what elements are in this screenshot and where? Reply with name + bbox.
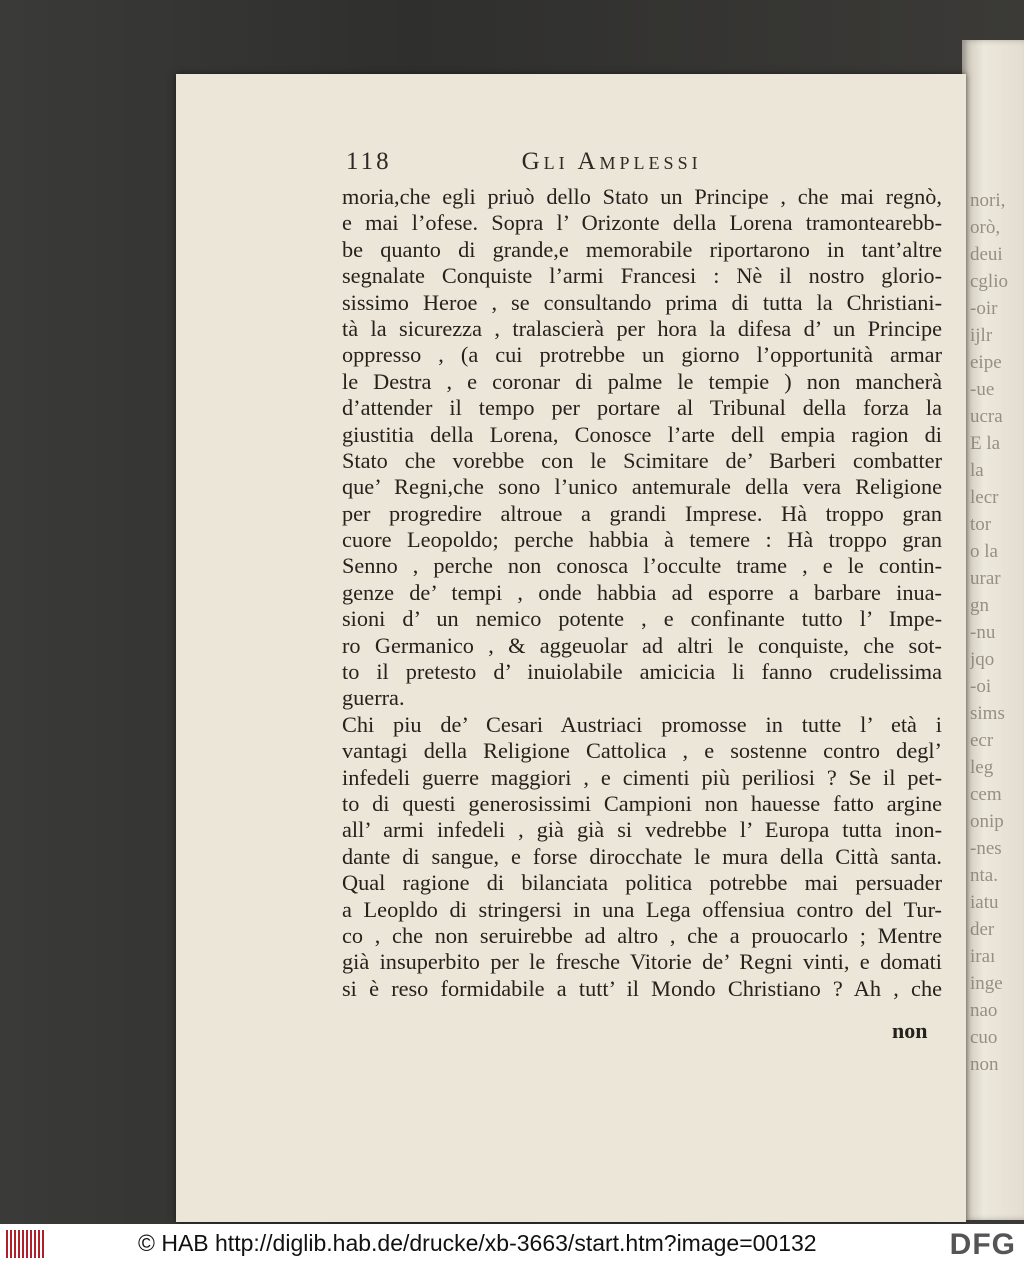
facing-page-fragment: non	[970, 1054, 999, 1075]
text-line: d’attender il tempo per portare al Tribunal della forza la	[342, 395, 942, 421]
text-line: le Destra , e coronar di palme le tempie ) non mancherà	[342, 368, 942, 394]
facing-page-fragment: -ue	[970, 379, 995, 400]
footer-citation: © HAB http://diglib.hab.de/drucke/xb-3663/start.htm?image=00132	[138, 1230, 817, 1256]
facing-page-fragment: eipe	[970, 352, 1002, 373]
text-line: ro Germanico , & aggeuolar ad altri le conquiste, che sot-	[342, 632, 942, 658]
facing-page-fragment: -oi	[970, 676, 992, 697]
facing-page-fragment: onip	[970, 811, 1004, 832]
text-line: oppresso , (a cui protrebbe un giorno l’opportunità armar	[342, 342, 942, 368]
text-line: Stato che vorebbe con le Scimitare de’ Barberi combatter	[342, 447, 942, 473]
facing-page-fragment: la	[970, 460, 984, 481]
facing-page-fragment: cglio	[970, 271, 1008, 292]
facing-page-fragment: cuo	[970, 1027, 998, 1048]
text-line: si è reso formidabile a tutt’ il Mondo Christiano ? Ah , che	[342, 975, 942, 1001]
facing-page-fragment: urar	[970, 568, 1001, 589]
catchword: non	[892, 1018, 928, 1043]
facing-page-fragment: -nes	[970, 838, 1002, 859]
text-line: guerra.	[342, 685, 405, 711]
text-line: per progredire altroue a grandi Imprese. Hà troppo gran	[342, 500, 942, 526]
facing-page-fragment: der	[970, 919, 995, 940]
facing-page-fragment: iraı	[970, 946, 996, 967]
text-line: segnalate Conquiste l’armi Francesi : Nè il nostro glorio-	[342, 263, 942, 289]
footer-bar	[0, 1224, 1024, 1264]
facing-page-fragment: ucra	[970, 406, 1003, 427]
facing-page-fragment: gn	[970, 595, 989, 616]
text-line: sioni d’ un nemico potente , e confinante tutto l’ Impe-	[342, 606, 942, 632]
text-line: vantagi della Religione Cattolica , e sostenne contro degl’	[342, 738, 942, 764]
text-line: que’ Regni,che sono l’unico antemurale della vera Religione	[342, 474, 942, 500]
text-line: a Leopldo di stringersi in una Lega offensiua contro del Tur-	[342, 896, 942, 922]
facing-page-fragment: orò,	[970, 217, 1001, 238]
hab-barcode-logo-icon	[6, 1230, 46, 1258]
text-line: to il pretesto d’ inuiolabile amicicia li fanno crudelissima	[342, 659, 942, 685]
text-line: dante di sangue, e forse dirocchate le mura della Città santa.	[342, 843, 942, 869]
facing-page-fragment: sims	[970, 703, 1005, 724]
facing-page-fragment: lecr	[970, 487, 999, 508]
text-line: già insuperbito per le fresche Vitorie de’ Regni vinti, e domati	[342, 949, 942, 975]
facing-page-fragment: ijlr	[970, 325, 993, 346]
facing-page-fragment: E la	[970, 433, 1001, 454]
dfg-logo: DFG	[949, 1228, 1016, 1261]
facing-page-edge	[962, 40, 1024, 1220]
text-line: e mai l’ofese. Sopra l’ Orizonte della Lorena tramontearebb-	[342, 210, 942, 236]
text-line: sissimo Heroe , se consultando prima di tutta la Christiani-	[342, 289, 942, 315]
facing-page-fragment: cem	[970, 784, 1002, 805]
page-header	[346, 148, 766, 180]
facing-page-fragment: -oir	[970, 298, 998, 319]
facing-page-fragment: nori,	[970, 190, 1006, 211]
facing-page-fragment: iatu	[970, 892, 999, 913]
facing-page-fragment: tor	[970, 514, 992, 535]
text-line: co , che non seruirebbe ad altro , che a prouocarlo ; Mentre	[342, 922, 942, 948]
text-line: giustitia della Lorena, Conosce l’arte dell empia ragion di	[342, 421, 942, 447]
text-line: be quanto di grande,e memorabile riportarono in tant’altre	[342, 236, 942, 262]
text-line: Qual ragione di bilanciata politica potrebbe mai persuader	[342, 870, 942, 896]
facing-page-fragment: ecr	[970, 730, 994, 751]
text-line: genze de’ tempi , onde habbia ad esporre a barbare inua-	[342, 579, 942, 605]
text-line: cuore Leopoldo; perche habbia à temere : Hà troppo gran	[342, 527, 942, 553]
page-number: 118	[346, 148, 392, 175]
facing-page-fragment: -nu	[970, 622, 996, 643]
book-page	[176, 74, 966, 1222]
facing-page-fragment: leg	[970, 757, 994, 778]
text-line: to di questi generosissimi Campioni non hauesse fatto argine	[342, 790, 942, 816]
facing-page-fragment: jqo	[970, 649, 995, 670]
text-line: infedeli guerre maggiori , e cimenti più periliosi ? Se il pet-	[342, 764, 942, 790]
text-line: all’ armi infedeli , già già si vedrebbe l’ Europa tutta inon-	[342, 817, 942, 843]
running-head: Gli Amplessi	[521, 148, 702, 175]
facing-page-fragment: deui	[970, 244, 1003, 265]
facing-page-fragment: nao	[970, 1000, 998, 1021]
text-line: Chi piu de’ Cesari Austriaci promosse in tutte l’ età i	[342, 711, 942, 737]
text-line: tà la sicurezza , tralascierà per hora la difesa d’ un Principe	[342, 315, 942, 341]
facing-page-fragment: nta.	[970, 865, 998, 886]
facing-page-fragment: inge	[970, 973, 1003, 994]
text-line: Senno , perche non conosca l’occulte trame , e le contin-	[342, 553, 942, 579]
body-text	[342, 184, 942, 1002]
text-line: moria,che egli priuò dello Stato un Principe , che mai regnò,	[342, 184, 942, 209]
facing-page-fragment: o la	[970, 541, 998, 562]
